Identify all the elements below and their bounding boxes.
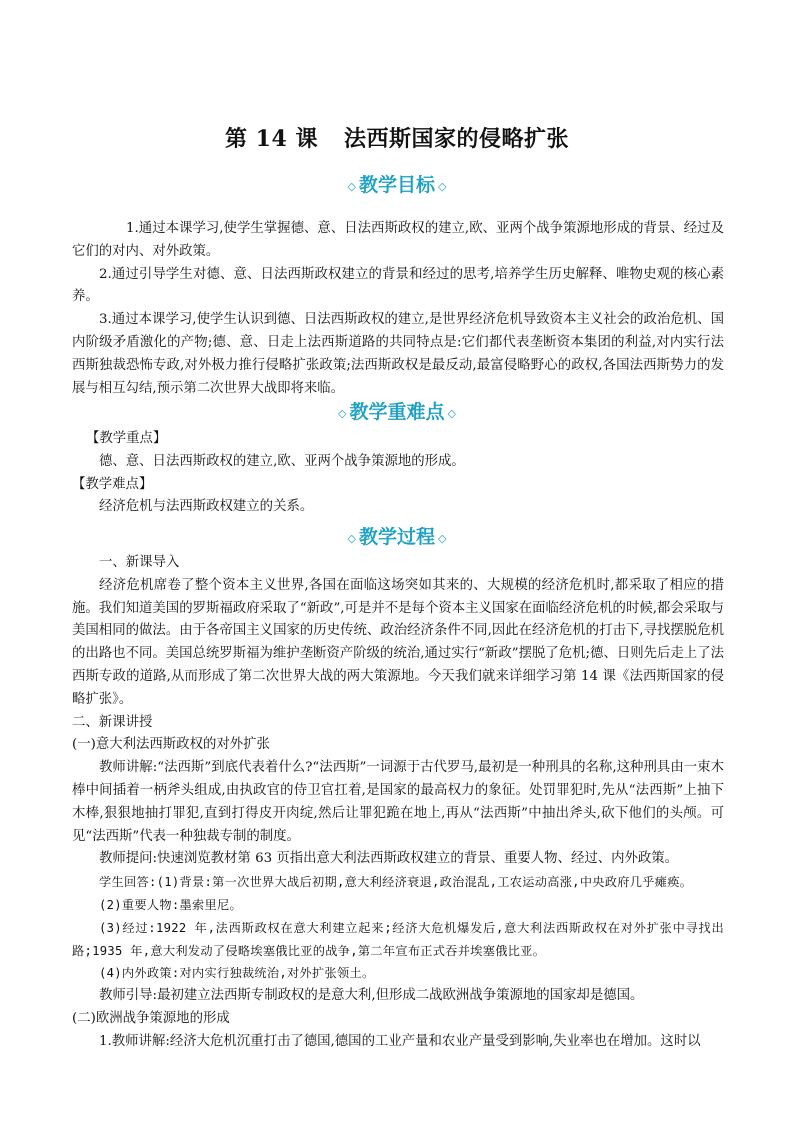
section-heading-keypoints: ◇ 教学重难点 ◇ bbox=[338, 401, 456, 423]
diamond-icon: ◇ bbox=[447, 406, 456, 420]
teacher-explain-1: 教师讲解:“法西斯”到底代表着什么?“法西斯”一词源于古代罗马,最初是一种刑具的名称,这种刑具由一束木棒中间插着一柄斧头组成,由执政官的侍卫官扛着,是国家的最高权力的象征。处罚罪犯时,先从“法西斯”上抽下木棒,狠狠地抽打罪犯,直到打得皮开肉绽,然后让罪犯跪在地上,再从“法西斯”中抽出斧头,砍下他们的头颅。可见“法西斯”代表一种独裁专制的制度。 bbox=[72, 760, 724, 844]
difficulty-label: 【教学难点】 bbox=[72, 476, 153, 492]
lesson-name: 法西斯国家的侵略扩张 bbox=[343, 126, 569, 152]
diamond-icon: ◇ bbox=[438, 531, 447, 545]
student-answer-4: (4)内外政策:对内实行独裁统治,对外扩张领土。 bbox=[99, 966, 375, 981]
subsection-italy: (一)意大利法西斯政权的对外扩张 bbox=[72, 737, 270, 753]
student-answer-1: 学生回答:(1)背景:第一次世界大战后初期,意大利经济衰退,政治混乱,工农运动高涨,中央政府几乎瘫痪。 bbox=[99, 875, 693, 890]
goals-body bbox=[72, 218, 724, 400]
goal-paragraph-2: 2.通过引导学生对德、意、日法西斯政权建立的背景和经过的思考,培养学生历史解释、唯物史观的核心素养。 bbox=[72, 266, 724, 305]
goal-paragraph-3: 3.通过本课学习,使学生认识到德、日法西斯政权的建立,是世界经济危机导致资本主义社会的政治危机、国内阶级矛盾激化的产物;德、意、日走上法西斯道路的共同特点是:它们都代表垄断资本集团的利益,对内实行法西斯独裁恐怖专政,对外极力推行侵略扩张政策;法西斯政权是最反动,最富侵略野心的政权,各国法西斯势力的发展与相互勾结,预示第二次世界大战即将来临。 bbox=[72, 312, 724, 396]
diamond-icon: ◇ bbox=[338, 406, 347, 420]
teacher-guide: 教师引导:最初建立法西斯专制政权的是意大利,但形成二战欧洲战争策源地的国家却是德国。 bbox=[99, 988, 644, 1004]
subsection-europe: (二)欧洲战争策源地的形成 bbox=[72, 1010, 230, 1026]
student-answer-3: (3)经过:1922 年,法西斯政权在意大利建立起来;经济大危机爆发后,意大利法西斯政权在对外扩张中寻找出路;1935 年,意大利发动了侵略埃塞俄比亚的战争,第二年宣布正式吞并埃塞俄比亚。 bbox=[72, 920, 724, 958]
diamond-icon: ◇ bbox=[438, 179, 447, 193]
difficulty-text: 经济危机与法西斯政权建立的关系。 bbox=[99, 499, 314, 515]
intro-paragraph: 经济危机席卷了整个资本主义世界,各国在面临这场突如其来的、大规模的经济危机时,都采取了相应的措施。我们知道美国的罗斯福政府采取了“新政”,可是并不是每个资本主义国家在面临经济危机的时候,都会采取与美国相同的做法。由于各帝国主义国家的历史传统、政治经济条件不同,因此在经济危机的打击下,寻找摆脱危机的出路也不同。美国总统罗斯福为维护垄断资产阶级的统治,通过实行“新政”摆脱了危机;德、日则先后走上了法西斯专政的道路,从而形成了第二次世界大战的两大策源地。今天我们就来详细学习第 14 课《法西斯国家的侵略扩张》。 bbox=[72, 577, 724, 707]
process-body bbox=[72, 552, 724, 1054]
diamond-icon: ◇ bbox=[347, 531, 356, 545]
goal-paragraph-1: 1.通过本课学习,使学生掌握德、意、日法西斯政权的建立,欧、亚两个战争策源地形成的背景、经过及它们的对内、对外政策。 bbox=[72, 221, 724, 259]
student-answer-2: (2)重要人物:墨索里尼。 bbox=[99, 897, 242, 912]
focus-text: 德、意、日法西斯政权的建立,欧、亚两个战争策源地的形成。 bbox=[99, 453, 465, 469]
keypoints-body bbox=[72, 428, 724, 519]
lesson-title bbox=[0, 122, 794, 153]
diamond-icon: ◇ bbox=[347, 179, 356, 193]
section-heading-goals: ◇ 教学目标 ◇ bbox=[347, 174, 447, 196]
intro-heading: 一、新课导入 bbox=[99, 555, 180, 570]
teacher-explain-2: 1.教师讲解:经济大危机沉重打击了德国,德国的工业产量和农业产量受到影响,失业率也在增加。这时以 bbox=[99, 1033, 701, 1049]
lesson-number: 第 14 课 bbox=[225, 126, 318, 152]
focus-label: 【教学重点】 bbox=[86, 431, 167, 446]
section-heading-process: ◇ 教学过程 ◇ bbox=[347, 526, 447, 548]
teach-heading: 二、新课讲授 bbox=[72, 714, 153, 730]
teacher-question: 教师提问:快速浏览教材第 63 页指出意大利法西斯政权建立的背景、重要人物、经过、内外政策。 bbox=[99, 851, 679, 867]
